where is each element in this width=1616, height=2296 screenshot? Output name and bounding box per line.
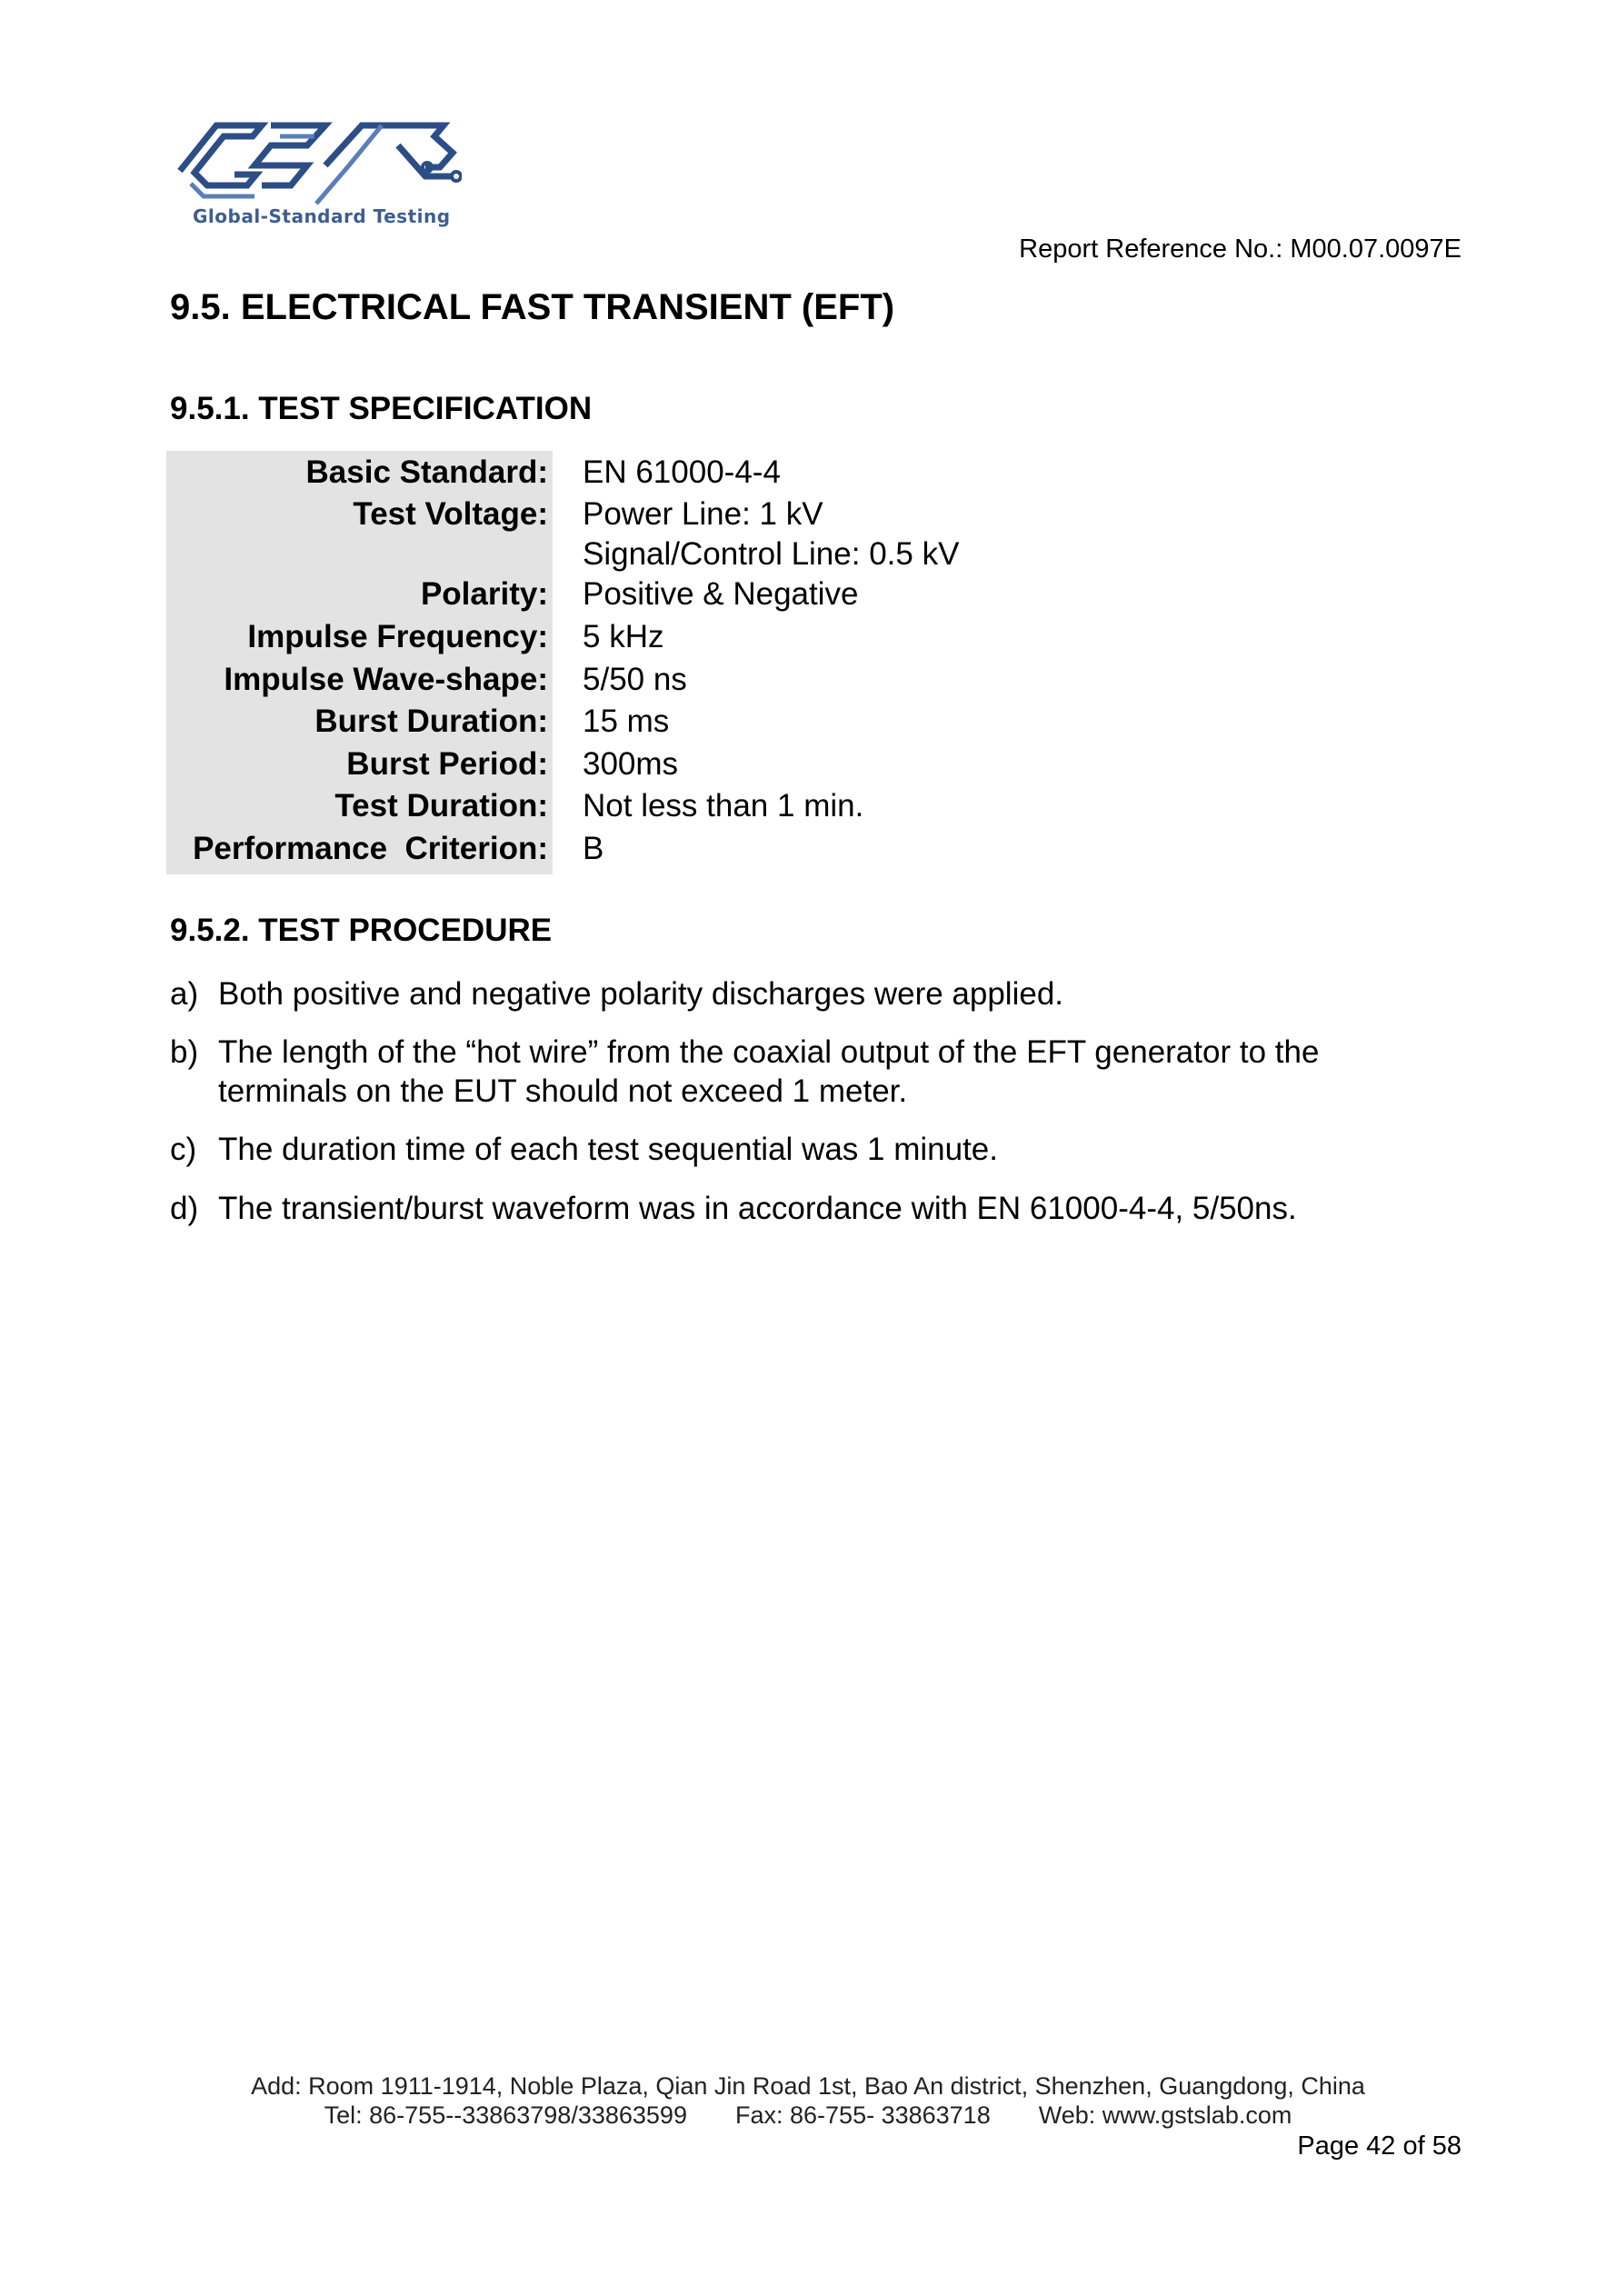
spec-label: Burst Duration:: [314, 704, 548, 739]
specification-heading: 9.5.1. TEST SPECIFICATION: [170, 391, 593, 426]
spec-value: Signal/Control Line: 0.5 kV: [583, 536, 960, 572]
spec-label: Impulse Wave-shape:: [224, 662, 548, 697]
spec-label: Performance Criterion:: [193, 831, 548, 866]
spec-label: Burst Period:: [346, 746, 548, 782]
item-text: The duration time of each test sequential was 1 minute.: [218, 1132, 998, 1167]
spec-value: Not less than 1 min.: [583, 788, 864, 824]
report-reference: Report Reference No.: M00.07.0097E: [1019, 235, 1461, 264]
footer-fax: Fax: 86-755- 33863718: [735, 2101, 991, 2129]
spec-label: Polarity:: [420, 576, 548, 612]
spec-label: Impulse Frequency:: [247, 619, 548, 654]
spec-label: Basic Standard:: [305, 454, 548, 490]
spec-value: B: [583, 831, 604, 866]
spec-value: Positive & Negative: [583, 576, 859, 612]
spec-label: Test Duration:: [334, 788, 548, 824]
item-text: Both positive and negative polarity discharges were applied.: [218, 976, 1064, 1012]
item-marker: b): [170, 1034, 199, 1070]
spec-value: 300ms: [583, 746, 679, 782]
footer-address: Add: Room 1911-1914, Noble Plaza, Qian Jin Road 1st, Bao An district, Shenzhen, Guangdong, China: [251, 2072, 1365, 2100]
spec-value: 5/50 ns: [583, 662, 687, 697]
logo-caption: Global-Standard Testing: [193, 205, 451, 227]
footer-tel: Tel: 86-755--33863798/33863599: [324, 2101, 687, 2129]
item-text: The transient/burst waveform was in accordance with EN 61000-4-4, 5/50ns.: [218, 1191, 1297, 1226]
spec-value: 15 ms: [583, 704, 670, 739]
procedure-heading: 9.5.2. TEST PROCEDURE: [170, 913, 553, 948]
item-marker: d): [170, 1191, 199, 1226]
section-title: 9.5. ELECTRICAL FAST TRANSIENT (EFT): [170, 287, 895, 327]
page-number: Page 42 of 58: [1297, 2131, 1461, 2161]
gst-logo-mark: [171, 116, 462, 216]
footer-web: Web: www.gstslab.com: [1038, 2101, 1292, 2129]
spec-label: Test Voltage:: [353, 496, 548, 532]
item-marker: c): [170, 1132, 197, 1167]
spec-value: EN 61000-4-4: [583, 454, 781, 490]
spec-value: 5 kHz: [583, 619, 664, 654]
spec-value: Power Line: 1 kV: [583, 496, 823, 532]
item-text: The length of the “hot wire” from the coaxial output of the EFT generator to the terminals on the EUT should not exceed 1 meter.: [218, 1034, 1320, 1109]
item-marker: a): [170, 976, 199, 1012]
footer-contacts: [0, 2101, 1616, 2130]
